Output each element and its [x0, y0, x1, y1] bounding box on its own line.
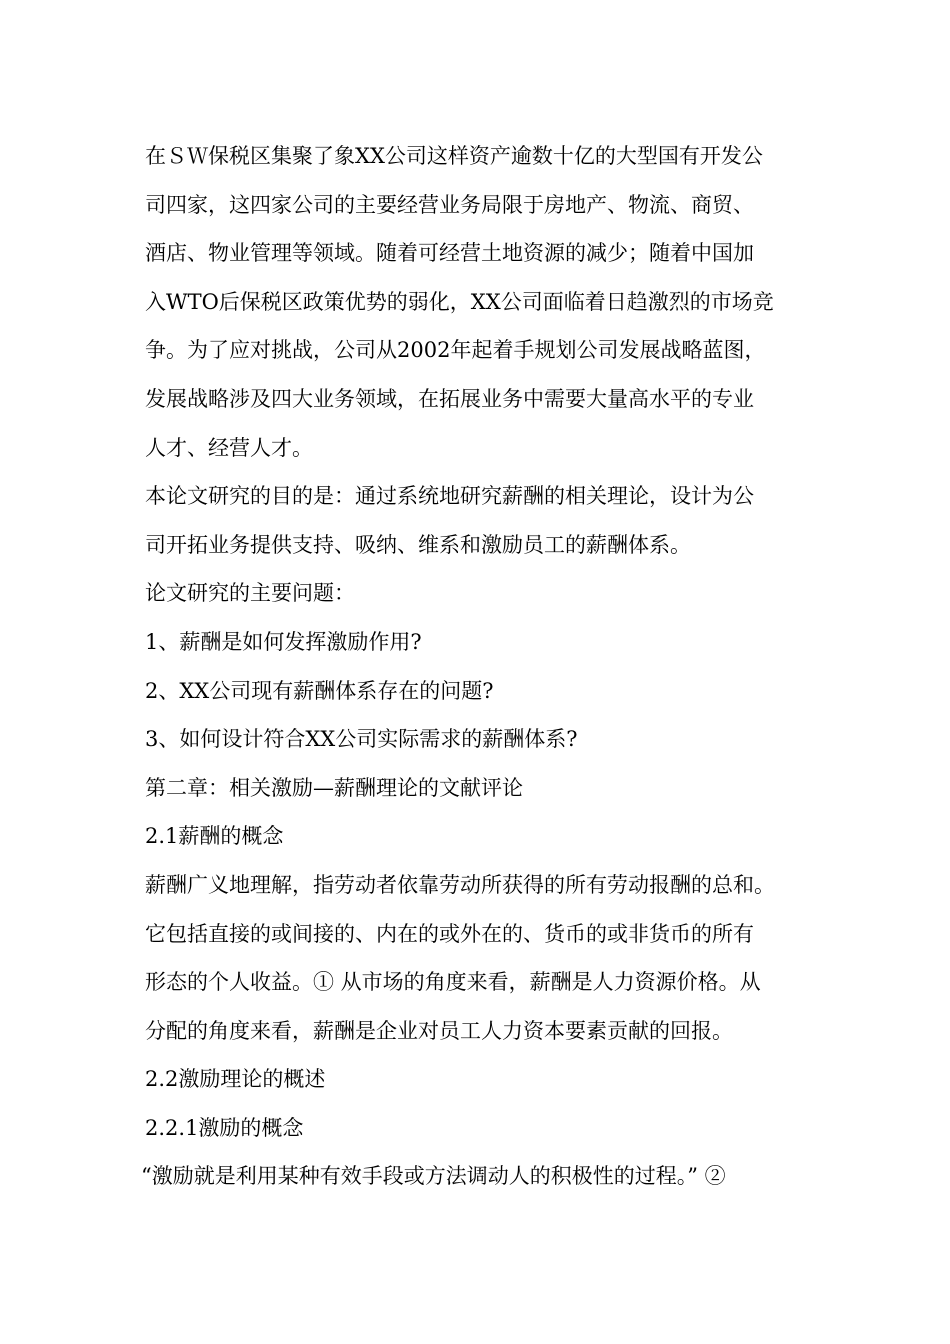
text-line: 本论文研究的目的是：通过系统地研究薪酬的相关理论，设计为公	[145, 484, 754, 509]
paragraph-background	[145, 132, 817, 472]
question-item: 2、XX公司现有薪酬体系存在的问题?	[145, 678, 494, 703]
question-item: 3、如何设计符合XX公司实际需求的薪酬体系?	[145, 727, 578, 752]
chapter-heading: 第二章：相关激励—薪酬理论的文献评论	[145, 775, 523, 800]
motivation-definition-quote: “激励就是利用某种有效手段或方法调动人的积极性的过程。” ②	[141, 1164, 726, 1189]
questions-heading: 论文研究的主要问题：	[145, 581, 355, 606]
text-line: 薪酬广义地理解，指劳动者依靠劳动所获得的所有劳动报酬的总和。	[145, 872, 775, 897]
text-line: 入WTO后保税区政策优势的弱化，XX公司面临着日趋激烈的市场竞	[145, 289, 774, 314]
text-line: 发展战略涉及四大业务领域，在拓展业务中需要大量高水平的专业	[145, 386, 754, 411]
text-line: 司开拓业务提供支持、吸纳、维系和激励员工的薪酬体系。	[145, 532, 691, 557]
text-line: 酒店、物业管理等领域。随着可经营土地资源的减少；随着中国加	[145, 241, 754, 266]
question-list	[145, 618, 817, 764]
text-line: 它包括直接的或间接的、内在的或外在的、货币的或非货币的所有	[145, 921, 754, 946]
paragraph-research-purpose	[145, 472, 817, 569]
text-line: 在ＳＷ保税区集聚了象XX公司这样资产逾数十亿的大型国有开发公	[145, 144, 763, 168]
text-line: 形态的个人收益。① 从市场的角度来看，薪酬是人力资源价格。从	[145, 970, 761, 995]
text-line: 司四家，这四家公司的主要经营业务局限于房地产、物流、商贸、	[145, 192, 754, 217]
text-line: 分配的角度来看，薪酬是企业对员工人力资本要素贡献的回报。	[145, 1018, 733, 1043]
question-item: 1、薪酬是如何发挥激励作用?	[145, 629, 422, 654]
section-2-1-heading: 2.1薪酬的概念	[145, 824, 284, 849]
section-2-2-heading: 2.2激励理论的概述	[145, 1067, 326, 1092]
text-line: 争。为了应对挑战，公司从2002年起着手规划公司发展战略蓝图，	[145, 338, 766, 363]
document-body	[141, 132, 817, 1201]
text-line: 人才、经营人才。	[145, 435, 313, 460]
section-2-2-1-heading: 2.2.1激励的概念	[145, 1115, 304, 1140]
section-2-1-body	[145, 861, 817, 1055]
